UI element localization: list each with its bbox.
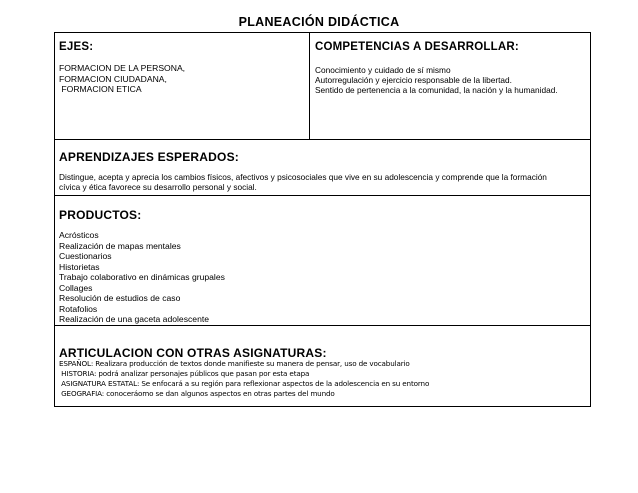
articulacion-heading: ARTICULACION CON OTRAS ASIGNATURAS: (59, 346, 327, 360)
producto-item: Trabajo colaborativo en dinámicas grupales (59, 272, 225, 282)
ejes-item: FORMACION ETICA (59, 84, 142, 94)
articulacion-list (59, 359, 429, 399)
page-title: PLANEACIÓN DIDÁCTICA (238, 15, 400, 29)
producto-item: Rotafolios (59, 303, 98, 314)
articulacion-section (54, 325, 591, 407)
competencias-heading: COMPETENCIAS A DESARROLLAR: (315, 41, 519, 53)
aprendizajes-heading: APRENDIZAJES ESPERADOS: (59, 150, 239, 164)
competencias-section (309, 32, 591, 140)
producto-item: Cuestionarios (59, 251, 112, 261)
articulacion-item: GEOGRAFIA: conoceráomo se dan algunos aspectos en otras partes del mundo (59, 389, 335, 398)
producto-item: Resolución de estudios de caso (59, 293, 181, 303)
productos-heading: PRODUCTOS: (59, 208, 142, 222)
productos-section (54, 195, 591, 326)
producto-item: Realización de una gaceta adolescente (59, 314, 210, 324)
aprendizajes-text (59, 172, 547, 192)
articulacion-item: ESPAÑOL: Realizara producción de textos donde manifieste su manera de pensar, uso de vocabulario (59, 359, 410, 368)
ejes-section (54, 32, 310, 140)
ejes-item: FORMACION CIUDADANA, (59, 73, 167, 84)
ejes-item: FORMACION DE LA PERSONA, (59, 63, 186, 73)
competencia-item: Conocimiento y cuidado de sí mismo (315, 65, 451, 75)
ejes-list (59, 63, 185, 95)
producto-item: Realización de mapas mentales (59, 240, 181, 251)
productos-list (59, 230, 225, 325)
producto-item: Collages (59, 282, 93, 293)
producto-item: Acrósticos (59, 230, 99, 240)
competencias-list (315, 65, 558, 95)
competencia-item: Sentido de pertenencia a la comunidad, la nación y la humanidad. (315, 85, 558, 95)
aprendizajes-line: cívica y ética favorece su desarrollo personal y social. (59, 182, 257, 192)
ejes-heading: EJES: (59, 41, 94, 53)
articulacion-item: HISTORIA: podrá analizar personajes públicos que pasan por esta etapa (59, 369, 310, 378)
aprendizajes-section (54, 139, 591, 196)
producto-item: Historietas (59, 261, 100, 272)
aprendizajes-line: Distingue, acepta y aprecia los cambios físicos, afectivos y psicosociales que vive en su adolescencia y comprende que la formación (59, 172, 547, 182)
competencia-item: Autorregulación y ejercicio responsable de la libertad. (315, 75, 512, 85)
articulacion-item: ASIGNATURA ESTATAL: Se enfocará a su región para reflexionar aspectos de la adolescencia en su entorno (59, 379, 430, 388)
